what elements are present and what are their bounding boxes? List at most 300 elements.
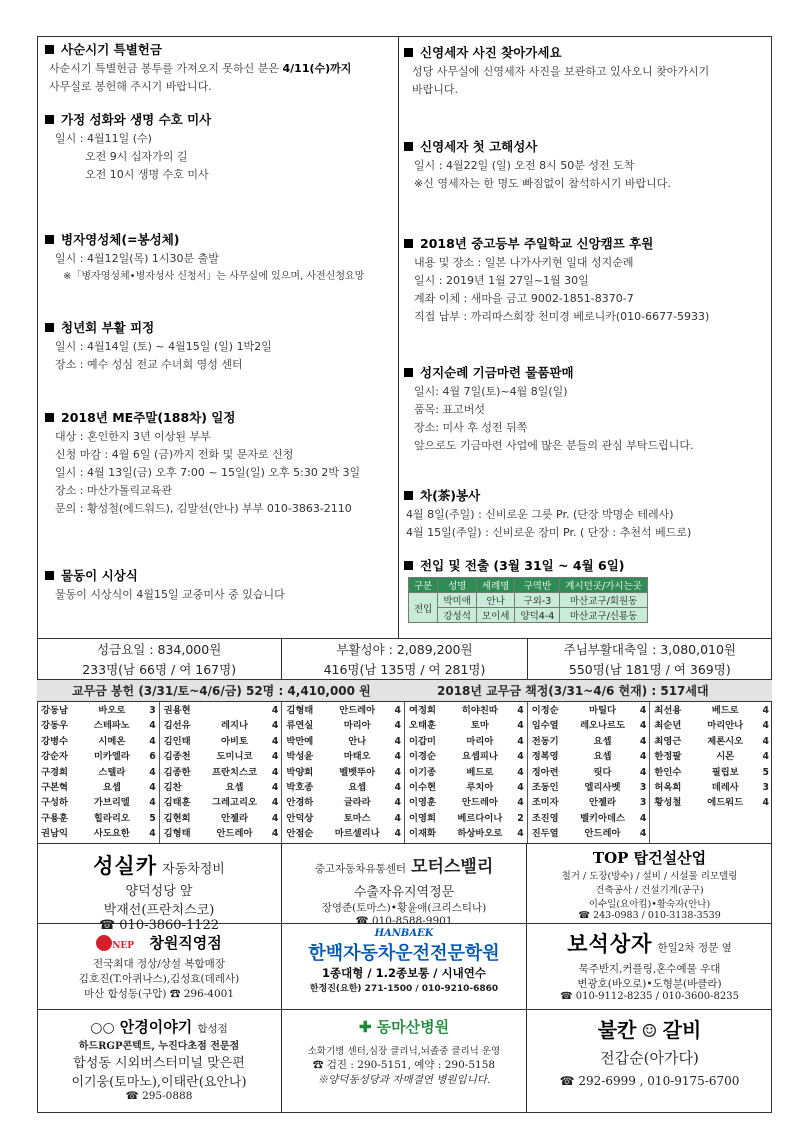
notice-line: 앞으로도 기금마련 사업에 많은 분들의 관심 부탁드립니다. <box>414 439 694 452</box>
ad-name: 창원직영점 <box>149 934 222 952</box>
donor-months: 4 <box>271 705 279 716</box>
stat-amount: 주님부활대축일 : 3,080,010원 <box>563 642 737 657</box>
notice-line: 4월 15일(주일) : 신비로운 장미 Pr. ( 단장 : 추천석 베드로) <box>406 526 692 539</box>
list-item <box>282 780 404 795</box>
bullet-square-icon <box>45 235 54 244</box>
donor-baptismal-name: 그레고리오 <box>212 797 257 809</box>
donor-months: 4 <box>149 735 156 747</box>
donor-baptismal-name: 마리아 <box>466 735 494 747</box>
donor-baptismal-name: 미카엘라 <box>93 751 130 763</box>
table-cell: 전입 <box>409 593 438 623</box>
donor-baptismal-name: 토마스 <box>343 812 371 824</box>
notice-photo-pickup <box>404 43 709 99</box>
list-item <box>282 734 404 749</box>
donor-months: 4 <box>149 797 156 809</box>
donor-name: 이수현 <box>409 782 436 794</box>
ad-name: 보석상자 <box>567 931 653 956</box>
donor-name: 이갑미 <box>409 735 436 747</box>
list-item <box>650 795 772 810</box>
ad-bulkan-galbi <box>527 1010 772 1113</box>
notice-line: 일시 : 4월12일(목) 1시30분 출발 <box>55 252 219 265</box>
stat-amount: 성금요일 : 834,000원 <box>97 642 222 657</box>
donor-baptismal-name: 가브리엘 <box>93 797 130 809</box>
bullet-square-icon <box>45 115 54 124</box>
list-item <box>650 718 772 733</box>
donor-months: 5 <box>149 812 156 824</box>
donor-baptismal-name: 요셉 <box>102 782 121 794</box>
dues-offering-total: 교무금 봉헌 (3/31/토~4/6/금) 52명 : 4,410,000 원 <box>72 684 371 698</box>
donor-name: 김태훈 <box>163 797 191 809</box>
ad-jewelry-box <box>527 924 772 1010</box>
donor-months: 4 <box>517 828 524 840</box>
donor-name: 이재화 <box>409 828 436 840</box>
ad-line: 김호진(T.아퀴나스),김성효(데레사) <box>78 973 240 985</box>
list-item <box>37 765 159 780</box>
list-item <box>405 795 527 810</box>
notice-deadline: 4/11(수)까지 <box>282 62 352 75</box>
list-item <box>528 703 650 718</box>
donor-name: 정아련 <box>531 766 559 778</box>
list-item <box>160 718 282 733</box>
donor-baptismal-name: 아비토 <box>221 735 248 747</box>
list-item <box>650 765 772 780</box>
notice-line: 일시 : 4월14일 (토) ~ 4월15일 (일) 1박2일 <box>55 340 272 353</box>
table-header-row <box>409 578 648 593</box>
ad-line: 이기웅(토마노),이태란(요안나) <box>71 1075 247 1090</box>
donor-baptismal-name: 안드레아 <box>461 797 498 809</box>
donor-baptismal-name: 안나 <box>348 735 367 747</box>
donor-baptismal-name: 안드레아 <box>584 828 621 840</box>
donor-name: 한정팔 <box>654 751 682 763</box>
ad-name: 안경이야기 <box>119 1018 193 1036</box>
stat-easter-sunday <box>528 639 772 679</box>
phone-icon: ☎ <box>355 915 369 927</box>
notice-faith-camp <box>404 234 709 326</box>
table-header: 성명 <box>438 578 477 593</box>
donor-name: 이영훈 <box>409 797 436 809</box>
notice-line: 장소 : 마산가톨릭교육관 <box>55 484 172 497</box>
notice-line: 오전 10시 생명 수호 미사 <box>85 168 209 181</box>
donor-name: 강병수 <box>41 735 68 747</box>
notice-title: 신영세자 첫 고해성사 <box>420 139 538 154</box>
ad-line: 소화기병 센터,심장 클리닉,뇌졸중 클리닉 운영 <box>307 1046 501 1057</box>
list-item <box>160 765 282 780</box>
donor-name: 임수열 <box>531 720 559 732</box>
notice-title: 차(茶)봉사 <box>420 488 481 503</box>
bullet-square-icon <box>404 368 413 377</box>
donor-name: 조동인 <box>531 782 559 794</box>
notice-line: 사순시기 특별헌금 봉투를 가져오지 못하신 분은 <box>49 62 283 75</box>
donor-baptismal-name: 힐라리오 <box>93 812 130 824</box>
table-cell: 모이세 <box>476 608 515 623</box>
list-item <box>528 780 650 795</box>
donor-months: 4 <box>762 797 770 809</box>
list-item <box>405 749 527 764</box>
ad-motors-valley <box>282 844 527 927</box>
donor-baptismal-name: 마태오 <box>343 751 371 763</box>
donor-name: 최선용 <box>654 705 682 716</box>
donor-baptismal-name: 벨벳뚜아 <box>339 766 376 778</box>
ad-name: TOP 탑건설산업 <box>592 849 707 867</box>
advertisements <box>37 844 772 1113</box>
donor-months: 4 <box>639 766 647 778</box>
ad-subtitle: 자동차정비 <box>162 862 225 877</box>
list-item <box>282 718 404 733</box>
phone-icon: ☎ <box>125 1090 139 1102</box>
ad-line: 이수일(요아킴)•황숙자(안나) <box>588 899 711 910</box>
donor-baptismal-name: 엘리사벳 <box>584 782 621 794</box>
bullet-square-icon <box>45 45 54 54</box>
donor-name: 김형태 <box>286 705 314 716</box>
stat-easter-vigil <box>282 639 527 679</box>
donor-column <box>405 702 528 843</box>
donor-baptismal-name: 토마 <box>470 720 489 732</box>
donor-baptismal-name: 스텔라 <box>98 766 126 778</box>
donor-months: 2 <box>517 812 524 824</box>
ad-phone: 296-4001 <box>183 988 235 1000</box>
donor-column <box>37 702 160 843</box>
donor-name: 구경희 <box>41 766 68 778</box>
notice-water-jar-award <box>45 566 285 604</box>
list-item <box>160 749 282 764</box>
notice-title: 청년회 부활 피정 <box>61 320 155 335</box>
notice-line: 내용 및 장소 : 일본 나가사키현 일대 성지순례 <box>414 256 634 269</box>
donor-name: 이기종 <box>409 766 436 778</box>
notice-title: 2018년 ME주말(188차) 일정 <box>61 410 236 425</box>
donor-months: 3 <box>149 705 156 716</box>
donor-baptismal-name: 마리안나 <box>707 720 744 732</box>
donor-baptismal-name: 사도요한 <box>93 828 130 840</box>
ad-nep <box>37 924 282 1010</box>
donor-baptismal-name: 바오로 <box>98 705 126 716</box>
donor-months: 4 <box>271 735 279 747</box>
hospital-cross-icon: ✚ <box>358 1018 372 1036</box>
donor-name: 권남익 <box>41 828 68 840</box>
list-item <box>528 765 650 780</box>
donor-months: 4 <box>394 797 402 809</box>
donor-months: 3 <box>639 782 647 794</box>
list-item <box>650 734 772 749</box>
donor-name: 박만예 <box>286 735 314 747</box>
ad-subtitle: 한일2차 정문 옆 <box>657 942 732 954</box>
list-item <box>282 749 404 764</box>
donor-months: 4 <box>271 828 279 840</box>
donor-baptismal-name: 루치아 <box>466 782 494 794</box>
donor-months: 4 <box>639 705 647 716</box>
donor-months: 4 <box>271 751 279 763</box>
donor-column <box>160 702 283 843</box>
donor-months: 4 <box>762 735 770 747</box>
list-item <box>405 765 527 780</box>
donor-baptismal-name: 요셉 <box>593 735 612 747</box>
table-header: 세례명 <box>476 578 515 593</box>
notice-special-offering <box>45 40 351 96</box>
ad-line: 전갑순(아가다) <box>600 1049 699 1067</box>
donor-name: 전동기 <box>531 735 559 747</box>
list-item <box>405 780 527 795</box>
donor-baptismal-name: 필립보 <box>711 766 739 778</box>
list-item <box>405 718 527 733</box>
donor-baptismal-name: 에드워드 <box>707 797 744 809</box>
list-item <box>160 811 282 826</box>
list-item <box>37 826 159 841</box>
donor-name: 구성하 <box>41 797 68 809</box>
donor-baptismal-name: 마리아 <box>343 720 371 732</box>
phone-icon: ☎ <box>169 988 181 1000</box>
ad-line: 박재선(프란치스코) <box>103 903 215 918</box>
table-cell: 마산교구/신룡동 <box>560 608 648 623</box>
notice-line: 바랍니다. <box>412 83 459 96</box>
ad-name: 갈비 <box>662 1018 702 1042</box>
ad-top-construction <box>527 844 772 924</box>
notice-tea-service <box>404 486 691 542</box>
notice-line: 성당 사무실에 신영세자 사진을 보관하고 있사오니 찾아가시기 <box>412 65 710 78</box>
offering-stats <box>37 638 772 680</box>
notice-pilgrimage-sale <box>404 363 694 455</box>
column-divider <box>398 36 399 638</box>
donor-months: 4 <box>271 766 279 778</box>
notice-line: 신청 마감 : 4월 6일 (금)까지 전화 및 문자로 신청 <box>55 448 294 461</box>
stat-count: 416명(남 135명 / 여 281명) <box>323 662 486 677</box>
table-header: 구역반 <box>515 578 560 593</box>
list-item <box>528 795 650 810</box>
ad-glasses-story <box>37 1010 282 1113</box>
donor-name: 구용훈 <box>41 812 68 824</box>
notice-line: 품목: 표고버섯 <box>414 403 485 416</box>
ad-logo: HANBAEK <box>374 928 434 939</box>
dues-households: 2018년 교무금 책정(3/31~4/6 현재) : 517세대 <box>437 684 709 698</box>
stat-count: 233명(남 66명 / 여 167명) <box>82 662 237 677</box>
donor-baptismal-name: 요셉 <box>348 782 367 794</box>
donor-column <box>282 702 405 843</box>
list-item <box>405 826 527 841</box>
donor-baptismal-name: 베드로 <box>466 766 494 778</box>
notice-first-confession <box>404 137 671 193</box>
list-item <box>650 780 772 795</box>
list-item <box>37 780 159 795</box>
list-item <box>282 795 404 810</box>
list-item <box>282 811 404 826</box>
list-item <box>160 780 282 795</box>
donor-name: 최순년 <box>654 720 682 732</box>
donor-months: 4 <box>517 782 524 794</box>
notice-line: 사무실로 봉헌해 주시기 바랍니다. <box>49 80 212 93</box>
list-item <box>528 811 650 826</box>
donor-name: 정복영 <box>531 751 559 763</box>
notice-line: 4월 8일(주일) : 신비로운 그릇 Pr. (단장 박명순 테레사) <box>406 508 674 521</box>
donor-name: 김형태 <box>163 828 191 840</box>
list-item <box>160 734 282 749</box>
table-cell: 안나 <box>476 593 515 608</box>
notice-line: 일시 : 4월22일 (일) 오전 8시 50분 성전 도착 <box>414 159 635 172</box>
donor-baptismal-name: 레오나르도 <box>580 720 625 732</box>
table-cell: 박미애 <box>438 593 477 608</box>
ad-line: 합성동 시외버스터미널 맞은편 <box>73 1056 245 1071</box>
notice-family-mass <box>45 110 211 184</box>
donor-months: 4 <box>639 812 647 824</box>
list-item <box>528 734 650 749</box>
notice-title: 가정 성화와 생명 수호 미사 <box>61 112 212 127</box>
donor-list <box>37 702 772 844</box>
list-item <box>528 826 650 841</box>
notice-line: 직접 납부 : 까리따스회장 천미경 베로니카(010-6677-5933) <box>414 310 710 323</box>
donor-name: 이영희 <box>409 812 436 824</box>
donor-name: 한인수 <box>654 766 682 778</box>
donor-name: 황성철 <box>654 797 682 809</box>
nep-logo-icon <box>96 935 112 951</box>
table-cell: 구외-3 <box>515 593 560 608</box>
list-item <box>528 749 650 764</box>
notice-title: 병자영성체(=봉성체) <box>61 232 180 247</box>
ad-line: ※양덕동성당과 자매결연 병원입니다. <box>317 1074 491 1086</box>
donor-name: 김찬 <box>163 782 182 794</box>
donor-name: 안덕상 <box>286 812 314 824</box>
list-item <box>37 734 159 749</box>
notice-title: 성지순례 기금마련 물품판매 <box>420 365 574 380</box>
donor-months: 4 <box>271 797 279 809</box>
table-row <box>409 608 648 623</box>
ad-phone: 243-0983 / 010-3138-3539 <box>593 910 721 921</box>
notice-line: 일시 : 2019년 1월 27일~1월 30일 <box>414 274 589 287</box>
phone-icon: ☎ <box>312 1059 324 1071</box>
ad-line: 변광호(바오로)•도형분(바클라) <box>577 978 722 990</box>
donor-name: 김선유 <box>163 720 191 732</box>
ad-sungsilcar <box>37 844 282 933</box>
list-item <box>37 703 159 718</box>
phone-icon: ☎ <box>98 918 116 933</box>
donor-baptismal-name: 안드레아 <box>339 705 376 716</box>
ad-name: 성실카 <box>93 853 157 878</box>
list-item <box>282 703 404 718</box>
donor-months: 4 <box>394 735 402 747</box>
list-item <box>650 703 772 718</box>
donor-baptismal-name: 시몬 <box>716 751 735 763</box>
donor-baptismal-name: 히야친따 <box>461 705 498 716</box>
list-item <box>37 811 159 826</box>
donor-baptismal-name: 스테파노 <box>93 720 130 732</box>
donor-name: 조미자 <box>531 797 559 809</box>
bullet-square-icon <box>45 571 54 580</box>
donor-name: 여정희 <box>409 705 436 716</box>
donor-months: 4 <box>271 720 279 732</box>
list-item <box>405 811 527 826</box>
donor-months: 4 <box>394 720 402 732</box>
donor-name: 최영근 <box>654 735 682 747</box>
donor-name: 류연실 <box>286 720 314 732</box>
phone-icon: ☎ <box>559 1074 575 1088</box>
notice-line: 계좌 이체 : 새마을 금고 9002-1851-8370-7 <box>414 292 634 305</box>
ad-line: 건축공사 / 건설기계(공구) <box>595 885 704 896</box>
ad-line: 한정진(요한) 271-1500 / 010-9210-6860 <box>309 984 499 994</box>
ad-phone: 010-3860-1122 <box>119 918 220 933</box>
donor-baptismal-name: 베르다이나 <box>457 812 503 824</box>
ad-phone: 010-9112-8235 / 010-3600-8235 <box>575 991 739 1002</box>
donor-baptismal-name: 요셉 <box>593 751 612 763</box>
notice-line: 오전 9시 십자가의 길 <box>85 150 188 163</box>
notice-line: ※신 영세자는 한 명도 빠짐없이 참석하시기 바랍니다. <box>414 177 671 190</box>
donor-column <box>528 702 651 843</box>
notice-line: 장소 : 예수 성심 전교 수녀회 영성 센터 <box>55 358 243 371</box>
donor-name: 김종한 <box>163 766 191 778</box>
table-header: 구분 <box>409 578 438 593</box>
ad-line: 검진 : 290-5151, 예약 : 290-5158 <box>326 1059 496 1071</box>
notice-line: 일시: 4월 7일(토)~4월 8일(일) <box>414 385 568 398</box>
notice-sick-communion <box>45 230 364 286</box>
donor-baptismal-name: 안젤라 <box>589 797 616 809</box>
list-item <box>405 703 527 718</box>
bullet-square-icon <box>404 561 413 570</box>
notice-me-weekend <box>45 408 360 518</box>
list-item <box>405 734 527 749</box>
transfer-table <box>408 577 648 623</box>
donor-months: 4 <box>639 720 647 732</box>
notice-line: ※「병자영성체•병자성사 신청서」는 사무실에 있으며, 사전신청요망 <box>63 271 365 282</box>
donor-months: 4 <box>271 782 279 794</box>
bullet-square-icon <box>404 48 413 57</box>
donor-baptismal-name: 베드로 <box>711 705 739 716</box>
list-item <box>528 718 650 733</box>
ad-subtitle: 합성점 <box>197 1023 228 1035</box>
notice-line: 장소: 미사 후 성전 뒤쪽 <box>414 421 528 434</box>
donor-name: 조진영 <box>531 812 559 824</box>
notice-title: 물동이 시상식 <box>61 568 138 583</box>
ad-dongmasan-hospital <box>282 1010 527 1113</box>
donor-months: 4 <box>517 720 524 732</box>
donor-name: 안경하 <box>286 797 314 809</box>
donor-months: 4 <box>394 782 402 794</box>
notice-line: 일시 : 4월11일 (수) <box>55 132 152 145</box>
ad-line: 하드RGP콘텍트, 누진다초점 전문점 <box>78 1041 240 1052</box>
notice-line: 문의 : 황성철(에드워드), 김말선(안나) 부부 010-3863-2110 <box>55 502 352 515</box>
notice-transfer <box>404 556 625 576</box>
list-item <box>37 795 159 810</box>
donor-months: 4 <box>762 720 770 732</box>
donor-months: 4 <box>517 751 524 763</box>
notice-title: 사순시기 특별헌금 <box>61 42 162 57</box>
ad-line: 장영준(토마스)•황윤애(크리스티나) <box>321 902 487 914</box>
dues-banner <box>37 680 772 702</box>
donor-column <box>650 702 772 843</box>
donor-months: 4 <box>149 828 156 840</box>
chef-icon: ☺ <box>641 1021 658 1042</box>
donor-baptismal-name: 요셉피나 <box>461 751 498 763</box>
donor-name: 박성윤 <box>286 751 314 763</box>
donor-baptismal-name: 마르셀리나 <box>334 828 380 840</box>
donor-baptismal-name: 프란치스코 <box>212 766 257 778</box>
donor-months: 4 <box>517 705 524 716</box>
donor-baptismal-name: 안드레아 <box>216 828 253 840</box>
bullet-square-icon <box>404 239 413 248</box>
donor-baptismal-name: 글라라 <box>343 797 371 809</box>
donor-months: 4 <box>149 766 156 778</box>
ad-line: 묵주반지,커플링,혼수예물 우대 <box>578 963 721 975</box>
donor-name: 김인태 <box>163 735 191 747</box>
table-cell: 강성석 <box>438 608 477 623</box>
glasses-icon: ○○ <box>90 1020 115 1036</box>
donor-name: 김현희 <box>163 812 191 824</box>
list-item <box>160 703 282 718</box>
ad-line: 양덕성당 앞 <box>125 884 193 899</box>
phone-icon: ☎ <box>560 991 573 1002</box>
donor-name: 박양희 <box>286 766 314 778</box>
donor-baptismal-name: 데레사 <box>711 782 739 794</box>
notice-line: 물동이 시상식이 4월15일 교중미사 중 있습니다 <box>55 588 285 601</box>
notice-title: 신영세자 사진 찾아가세요 <box>420 45 562 60</box>
list-item <box>160 795 282 810</box>
donor-name: 박호종 <box>286 782 314 794</box>
donor-baptismal-name <box>199 703 271 718</box>
donor-name: 이경순 <box>409 751 436 763</box>
